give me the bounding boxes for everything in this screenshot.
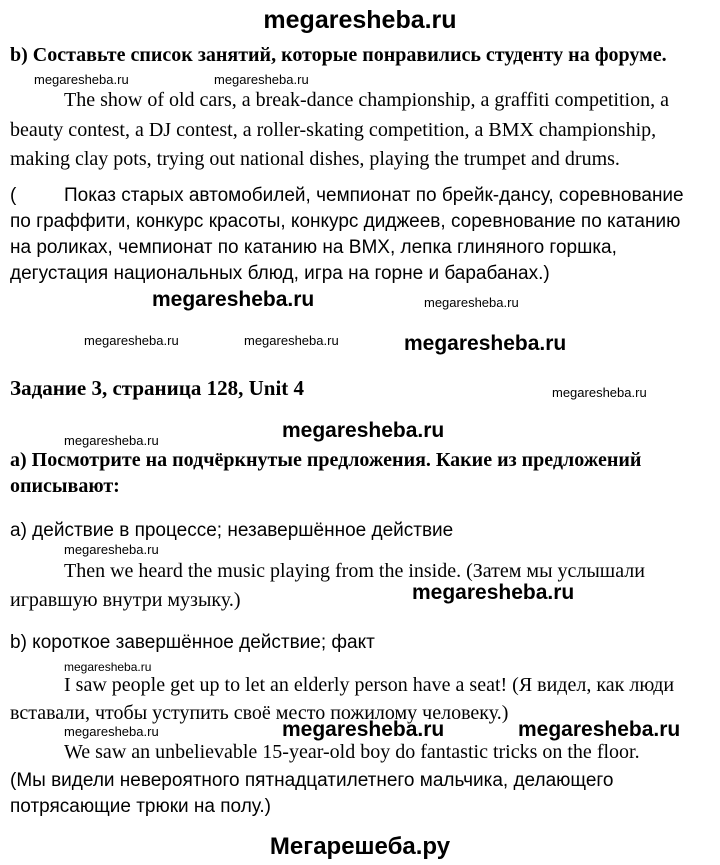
item-a-ru: игравшую внутри музыку.) [10,589,241,611]
watermark-small: megaresheba.ru [214,72,309,87]
watermark-small: megaresheba.ru [424,295,519,310]
item-b1-en: I saw people get up to let an elderly person have a seat! (Я видел, как люди [64,674,675,696]
section-b-en-line: making clay pots, trying out national dishes, playing the trumpet and drums. [10,148,620,170]
watermark-small: megaresheba.ru [64,433,159,448]
section-b-en-line: beauty contest, a DJ contest, a roller-skating competition, a BMX championship, [10,119,657,141]
watermark-small: megaresheba.ru [64,660,152,674]
watermark-big: megaresheba.ru [412,581,575,604]
watermark-big: megaresheba.ru [152,288,315,311]
watermark-small: megaresheba.ru [84,333,179,348]
footer-watermark: Мегарешеба.ру [269,833,451,860]
watermark-small: megaresheba.ru [64,542,159,557]
item-b2-ru: потрясающие трюки на полу.) [10,796,271,817]
watermark-small: megaresheba.ru [552,385,647,400]
item-a-label: а) действие в процессе; незавершённое действие [10,520,454,541]
header-watermark: megaresheba.ru [263,6,457,34]
section-b-en-line: The show of old cars, a break-dance championship, a graffiti competition, a [64,89,669,111]
watermark-big: megaresheba.ru [404,332,567,355]
item-b1-ru: вставали, чтобы уступить своё место пожилому человеку.) [10,702,509,724]
watermark-small: megaresheba.ru [64,724,159,739]
section-b-ru-line: дегустация национальных блюд, игра на горне и барабанах.) [10,263,550,284]
watermark-small: megaresheba.ru [244,333,339,348]
task3-title: Задание 3, страница 128, Unit 4 [10,376,305,400]
item-a-en: Then we heard the music playing from the inside. (Затем мы услышали [64,560,645,582]
watermark-big: megaresheba.ru [282,718,445,741]
item-b2-en: We saw an unbelievable 15-year-old boy do fantastic tricks on the floor. [64,741,640,763]
watermark-big: megaresheba.ru [282,419,445,442]
part-a-heading: a) Посмотрите на подчёркнутые предложения. Какие из предложений [10,449,642,471]
section-b-ru-line: на роликах, чемпионат по катанию на BMX, лепка глиняного горшка, [10,237,617,258]
part-a-heading: описывают: [10,475,120,497]
watermark-small: megaresheba.ru [34,72,129,87]
item-b-label: b) короткое завершённое действие; факт [10,632,375,653]
section-b-heading: b) Составьте список занятий, которые понравились студенту на форуме. [10,44,667,66]
section-b-ru-open-paren: ( [10,185,17,206]
watermark-big: megaresheba.ru [518,718,681,741]
section-b-ru-line: по граффити, конкурс красоты, конкурс диджеев, соревнование по катанию [10,211,681,232]
section-b-ru-line: Показ старых автомобилей, чемпионат по брейк-дансу, соревнование [64,185,684,206]
item-b2-ru: (Мы видели невероятного пятнадцатилетнего мальчика, делающего [10,770,614,791]
